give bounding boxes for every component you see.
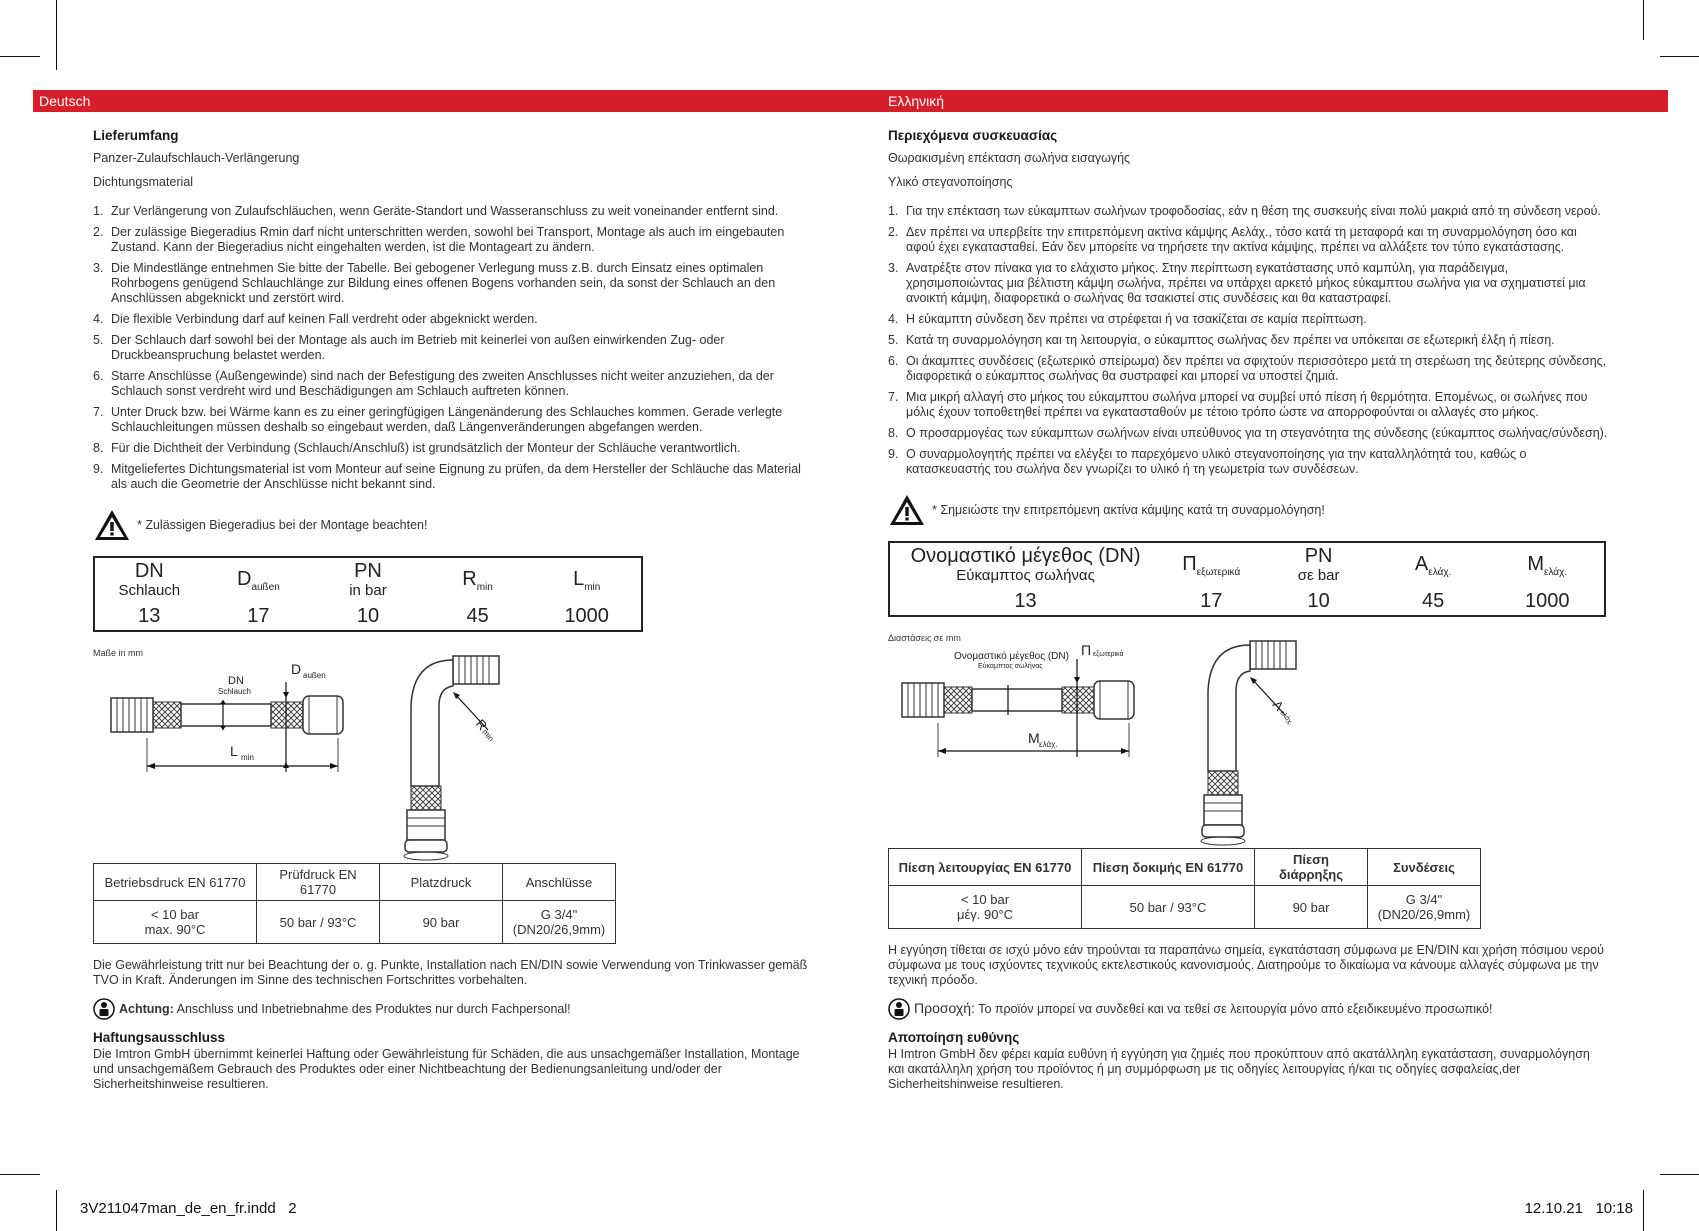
bend-radius-warning: [93, 508, 808, 542]
svg-text:M: M: [1028, 730, 1040, 746]
technician-icon: [888, 998, 910, 1020]
list-item: 1. Για την επέκταση των εύκαμπτων σωλήνων τροφοδοσίας, εάν η θέση της συσκευής είναι πολύ μακριά από τη σύνδεση νερού.: [888, 204, 1601, 218]
warranty-text: Η εγγύηση τίθεται σε ισχύ μόνο εάν τηρούνται τα παραπάνω σημεία, εγκατάσταση σύμφωνα με EN/DIN και χρήση πόσιμου νερού σύμφωνα με τους ισχύοντες τεχνικούς εκτελεστικούς κανονισμούς. Διατηρούμε το δικαίωμα να κάνουμε αλλαγές σύμφωνα με την τεχνική πρόοδο.: [888, 943, 1604, 987]
scope-item: Θωρακισμένη επέκταση σωλήνα εισαγωγής: [888, 151, 1131, 165]
bend-radius-warning: [888, 493, 1608, 527]
svg-text:R: R: [472, 716, 491, 734]
scope-heading: Περιεχόμενα συσκευασίας: [888, 128, 1058, 143]
warning-text: * Σημειώστε την επιτρεπόμενη ακτίνα κάμψης κατά τη συναρμολόγηση!: [932, 502, 1325, 517]
liability-heading: Αποποίηση ευθύνης: [888, 1030, 1020, 1045]
crop-mark: [0, 1174, 40, 1175]
list-item: 3. Die Mindestlänge entnehmen Sie bitte der Tabelle. Bei gebogener Verlegung muss z.B. durch Einsatz eines optimalen Rohrbogens genügend Schlauchlänge zur Bildung eines offenen Bogens vorhanden sein, da sonst der Schlauch an den Anschlüssen abgeknickt und zerstört wird.: [93, 261, 776, 305]
units-label: Διαστάσεις σε mm: [888, 633, 961, 643]
svg-text:min: min: [241, 753, 254, 762]
list-item: 5. Der Schlauch darf sowohl bei der Montage als auch im Betrieb mit keinerlei von außen einwirkenden Zug- oder Druckbeanspruchung belastet werden.: [93, 333, 725, 362]
liability-heading: Haftungsausschluss: [93, 1030, 226, 1045]
svg-text:εξωτερικά: εξωτερικά: [1093, 651, 1124, 658]
language-label: Ελληνική: [888, 93, 945, 109]
language-label: Deutsch: [39, 93, 91, 109]
straight-hose-drawing: [902, 659, 1134, 757]
svg-text:DN: DN: [228, 675, 244, 687]
crop-mark: [1660, 56, 1699, 57]
crop-mark: [0, 56, 40, 57]
instruction-list: [93, 204, 808, 492]
warning-triangle-icon: [93, 508, 131, 542]
language-bar-el: [882, 90, 1668, 112]
attention-note: Προσοχή: Το προϊόν μπορεί να συνδεθεί και να τεθεί σε λειτουργία μόνο από εξειδικευμένο προσωπικό!: [888, 998, 1608, 1020]
list-item: 2. Δεν πρέπει να υπερβείτε την επιτρεπόμενη ακτίνα κάμψης Aελάχ., τόσο κατά τη μεταφορά και τη συναρμολόγηση όσο και αφού έχει εγκατασταθεί. Εάν δεν μπορείτε να τηρήσετε την ακτίνα κάμψης, πρέπει να αλλάξετε τον τύπο εγκατάστασης.: [888, 225, 1577, 254]
list-item: 9. Ο συναρμολογητής πρέπει να ελέγξει το παρεχόμενο υλικό στεγανοποίησης για την καταλληλότητά του, καθώς ο κατασκευαστής του σωλήνα δεν γνωρίζει το υλικό ή τη γεωμετρία των συνδέσεων.: [888, 447, 1527, 476]
liability-text: Η Imtron GmbH δεν φέρει καμία ευθύνη ή εγγύηση για ζημιές που προκύπτουν από ακατάλληλη εγκατάσταση, συναρμολόγηση και ακατάλληλη χρήση του προϊόντος ή μη συμμόρφωση με τις οδηγίες λειτουργίας ή/και τις οδηγίες ασφαλείας,der Sicherheitshinweise resultieren.: [888, 1047, 1590, 1091]
scope-item: Dichtungsmaterial: [93, 175, 194, 189]
list-item: 4. Η εύκαμπτη σύνδεση δεν πρέπει να στρέφεται ή να τσακίζεται σε καμία περίπτωση.: [888, 312, 1367, 326]
technician-icon: [93, 998, 115, 1020]
column-greek: [888, 128, 1608, 1092]
warning-text: * Zulässigen Biegeradius bei der Montage beachten!: [137, 517, 428, 532]
svg-text:ελάχ.: ελάχ.: [1278, 709, 1295, 727]
list-item: 7. Μια μικρή αλλαγή στο μήκος του εύκαμπτου σωλήνα μπορεί να συμβεί υπό πίεση ή θερμότητα. Επομένως, οι σωλήνες που μόλις έχουν τοποθετηθεί πρέπει να εγκατασταθούν με τέτοιο τρόπο ώστε να απορροφούνται οι αλλαγές στο μήκος.: [888, 390, 1588, 419]
warning-triangle-icon: [888, 493, 926, 527]
liability-text: Die Imtron GmbH übernimmt keinerlei Haftung oder Gewährleistung für Schäden, die aus unsachgemäßer Installation, Montage und unsachgemäßem Gebrauch des Produktes oder einer Nichtbeachtung der Bedienungsanleitung und/oder der Sicherheitshinweise resultieren.: [93, 1047, 800, 1091]
svg-text:Schlauch: Schlauch: [218, 687, 251, 696]
svg-text:min: min: [480, 727, 496, 744]
operating-data-table: Πίεση λειτουργίας EN 61770 Πίεση δοκιμής EN 61770 Πίεση διάρρηξης Συνδέσεις < 10 bar μέγ. 90°C 50 bar / 93°C 90 bar G 3/4" (DN20/26,9mm): [888, 848, 1481, 929]
svg-text:Εύκαμπτος σωλήνας: Εύκαμπτος σωλήνας: [978, 663, 1043, 670]
list-item: 3. Ανατρέξτε στον πίνακα για το ελάχιστο μήκος. Στην περίπτωση εγκατάστασης υπό καμπύλη, για παράδειγμα, χρησιμοποιώντας μια βέλτιστη κάμψη σωλήνα, πρέπει να υπάρχει αρκετό μήκος εύκαμπτου σωλήνα για να σχηματιστεί μια ανοικτή κάμψη, διαφορετικά ο σωλήνας θα τσακιστεί στις συνδέσεις και θα καταστραφεί.: [888, 261, 1586, 305]
crop-mark: [1643, 1190, 1644, 1231]
svg-text:D: D: [291, 661, 302, 677]
svg-text:Ονομαστικό μέγεθος (DN): Ονομαστικό μέγεθος (DN): [954, 651, 1069, 662]
svg-text:außen: außen: [303, 671, 326, 680]
list-item: 2. Der zulässige Biegeradius Rmin darf nicht unterschritten werden, sowohl bei Transport, Montage als auch im eingebauten Zustand. Kann der Biegeradius nicht eingehalten werden, ist die Montageart zu ändern.: [93, 225, 785, 254]
file-slug: 3V211047man_de_en_fr.indd 2: [80, 1200, 297, 1217]
warranty-text: Die Gewährleistung tritt nur bei Beachtung der o. g. Punkte, Installation nach EN/DIN sowie Verwendung von Trinkwasser gemäß TVO in Kraft. Änderungen im Sinne des technischen Fortschrittes vorbehalten.: [93, 958, 808, 987]
hose-diagram: [93, 646, 808, 861]
svg-text:A: A: [1269, 697, 1287, 714]
scope-heading: Lieferumfang: [93, 128, 179, 143]
scope-item: Υλικό στεγανοποίησης: [888, 175, 1013, 189]
attention-note: Achtung: Anschluss und Inbetriebnahme des Produktes nur durch Fachpersonal!: [93, 998, 808, 1020]
column-german: [93, 128, 808, 1092]
scope-item: Panzer-Zulaufschlauch-Verlängerung: [93, 151, 300, 165]
spec-table: DN Schlauch $D_{außen}$ PN in bar $R_{min}$ $L_{min}$ 13 17 10 45 1000: [93, 556, 643, 632]
language-bar-de: [33, 90, 882, 112]
list-item: 6. Starre Anschlüsse (Außengewinde) sind nach der Befestigung des zweiten Anschlusses nicht weiter anzuziehen, da der Schlauch sonst verdreht wird und Beschädigungen am Schlauch auftreten können.: [93, 369, 774, 398]
units-label: Maße in mm: [93, 648, 144, 658]
crop-mark: [1643, 0, 1644, 40]
list-item: 6. Οι άκαμπτες συνδέσεις (εξωτερικό σπείρωμα) δεν πρέπει να σφιχτούν περισσότερο μετά τη στερέωση της δεύτερης σύνδεσης, διαφορετικά ο εύκαμπτος σωλήνας θα συστραφεί και μπορεί να υποστεί ζημιά.: [888, 354, 1607, 383]
list-item: 9. Mitgeliefertes Dichtungsmaterial ist vom Monteur auf seine Eignung zu prüfen, da dem Hersteller der Schläuche das Material als auch die Geometrie der Anschlüsse nicht bekannt sind.: [93, 462, 801, 491]
list-item: 8. Ο προσαρμογέας των εύκαμπτων σωλήνων είναι υπεύθυνος για τη στεγανότητα της σύνδεσης (εύκαμπτος σωλήνας/σύνδεση).: [888, 426, 1608, 440]
spec-table: Ονομαστικό μέγεθος (DN) Εύκαμπτος σωλήνας $\Pi_{\varepsilon\xi\omega\tau\varepsilon\rho\iota\kappa ά}$ PN σε bar $A_{\varepsilon\lambda ά\chi.}$ $M_{\varepsilon\lambda ά\chi.}$ 13 17 10 45 1000: [888, 541, 1606, 617]
instruction-list: [888, 204, 1608, 477]
bent-hose-drawing: [1201, 641, 1296, 845]
bent-hose-drawing: [404, 656, 499, 860]
list-item: 8. Für die Dichtheit der Verbindung (Schlauch/Anschluß) ist grundsätzlich der Monteur der Schläuche verantwortlich.: [93, 441, 741, 455]
svg-text:Π: Π: [1081, 642, 1092, 658]
list-item: 5. Κατά τη συναρμολόγηση και τη λειτουργία, ο εύκαμπτος σωλήνας δεν πρέπει να υπόκειται σε εξωτερική έλξη ή πίεση.: [888, 333, 1555, 347]
crop-mark: [1660, 1174, 1699, 1175]
print-date: 12.10.21 10:18: [1524, 1200, 1633, 1217]
operating-data-table: Betriebsdruck EN 61770 Prüfdruck EN 61770 Platzdruck Anschlüsse < 10 bar max. 90°C 50 bar / 93°C 90 bar G 3/4" (DN20/26,9mm): [93, 863, 616, 944]
crop-mark: [56, 1190, 57, 1231]
list-item: 4. Die flexible Verbindung darf auf keinen Fall verdreht oder abgeknickt werden.: [93, 312, 538, 326]
svg-text:ελάχ.: ελάχ.: [1039, 740, 1058, 749]
svg-text:L: L: [230, 743, 238, 759]
crop-mark: [56, 0, 57, 70]
list-item: 7. Unter Druck bzw. bei Wärme kann es zu einer geringfügigen Längenänderung des Schlauches kommen. Gerade verlegte Schlauchleitungen müssen deshalb so eingebaut werden, daß Längenveränderungen abgefangen werden.: [93, 405, 783, 434]
list-item: 1. Zur Verlängerung von Zulaufschläuchen, wenn Geräte-Standort und Wasseranschluss zu weit voneinander entfernt sind.: [93, 204, 779, 218]
hose-diagram: [888, 631, 1608, 846]
